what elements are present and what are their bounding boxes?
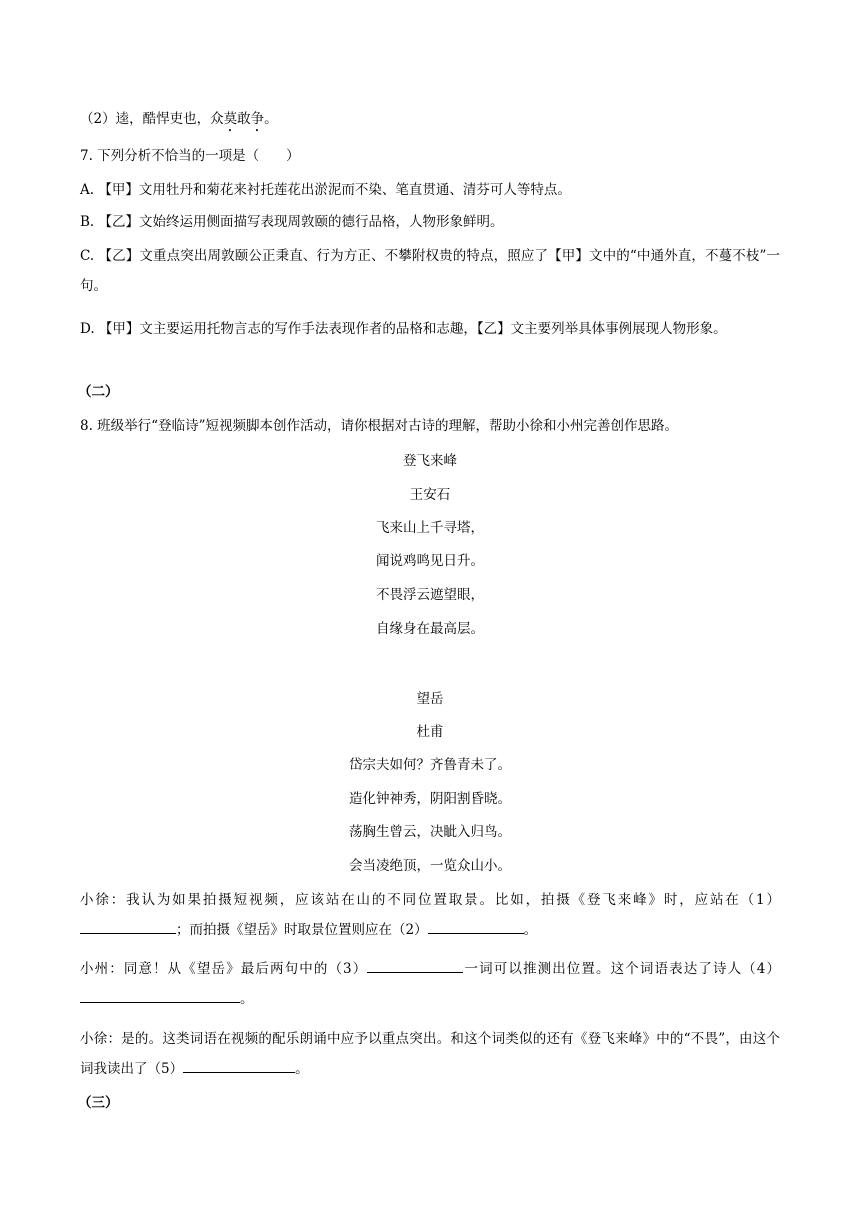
dialog-text: 。 (295, 1061, 309, 1077)
q7-option-a: A. 【甲】文用牡丹和菊花来衬托莲花出淤泥而不染、笔直贯通、清芬可人等特点。 (80, 182, 571, 198)
poem1-title: 登飞来峰 (403, 453, 457, 469)
poem1-line: 闻说鸡鸣见日升。 (376, 553, 484, 569)
dialog-text: 。 (523, 922, 538, 938)
dialog-xiaoxu-2 (80, 1024, 780, 1084)
poem2-line: 会当凌绝顶，一览众山小。 (349, 858, 511, 874)
q8-stem: 8. 班级举行“登临诗”短视频脚本创作活动，请你根据对古诗的理解，帮助小徐和小州完善创作思路。 (80, 418, 678, 434)
q7-stem: 7. 下列分析不恰当的一项是（ ） (80, 148, 300, 164)
poem1-author: 王安石 (409, 487, 451, 503)
q7-option-d: D. 【甲】文主要运用托物言志的写作手法表现作者的品格和志趣，【乙】文主要列举具体事例展现人物形象。 (80, 321, 727, 337)
poem1-line: 自缘身在最高层。 (376, 621, 484, 637)
poem1-line: 飞来山上千寻塔， (376, 520, 484, 536)
section-heading-2: （二） (78, 384, 119, 400)
q6-item-2-mid: 敢 (237, 111, 251, 127)
poem1-line: 不畏浮云遮望眼， (376, 587, 484, 603)
poem2-line: 荡胸生曾云，决眦入归鸟。 (349, 824, 511, 840)
dialog-text: 小徐：我认为如果拍摄短视频，应该站在山的不同位置取景。比如，拍摄《登飞来峰》时，应站在（1） (80, 892, 780, 908)
dialog-text: 。 (240, 991, 254, 1007)
answer-blank-3[interactable] (367, 958, 463, 973)
q7-option-b: B. 【乙】文始终运用侧面描写表现周敦颐的德行品格，人物形象鲜明。 (80, 214, 504, 230)
dialog-text: 小州：同意！从《望岳》最后两句中的（3） (80, 961, 368, 977)
answer-blank-2[interactable] (428, 919, 524, 934)
q6-item-2-suffix: 。 (264, 111, 278, 127)
dialog-xiaozhou (80, 954, 780, 1014)
dialog-xiaoxu-1 (80, 885, 780, 945)
answer-blank-1[interactable] (80, 919, 176, 934)
dialog-text: ；而拍摄《望岳》时取景位置则应在（2） (176, 922, 428, 938)
section-heading-3: （三） (78, 1095, 119, 1111)
emphasis-char-2: 争 (250, 111, 265, 127)
q6-item-2 (80, 109, 278, 135)
poem2-title: 望岳 (416, 691, 444, 707)
dialog-text: 一词可以推测出位置。这个词语表达了诗人（4） (463, 961, 780, 977)
answer-blank-4[interactable] (80, 988, 240, 1003)
poem2-line: 岱宗夫如何？齐鲁青未了。 (349, 757, 511, 773)
answer-blank-5[interactable] (183, 1058, 295, 1073)
poem2-line: 造化钟神秀，阴阳割昏晓。 (349, 791, 511, 807)
poem2-author: 杜甫 (416, 724, 444, 740)
emphasis-char-1: 莫 (223, 111, 238, 127)
q6-item-2-prefix: （2）逵，酷悍吏也，众 (80, 111, 224, 127)
dialog-text: 小徐：是的。这类词语在视频的配乐朗诵中应予以重点突出。和这个词类似的还有《登飞来峰》中的“不畏”，由这个词我读出了（5） (80, 1031, 780, 1077)
q7-option-c: C. 【乙】文重点突出周敦颐公正秉直、行为方正、不攀附权贵的特点，照应了【甲】文中的“中通外直，不蔓不枝”一句。 (80, 248, 780, 294)
